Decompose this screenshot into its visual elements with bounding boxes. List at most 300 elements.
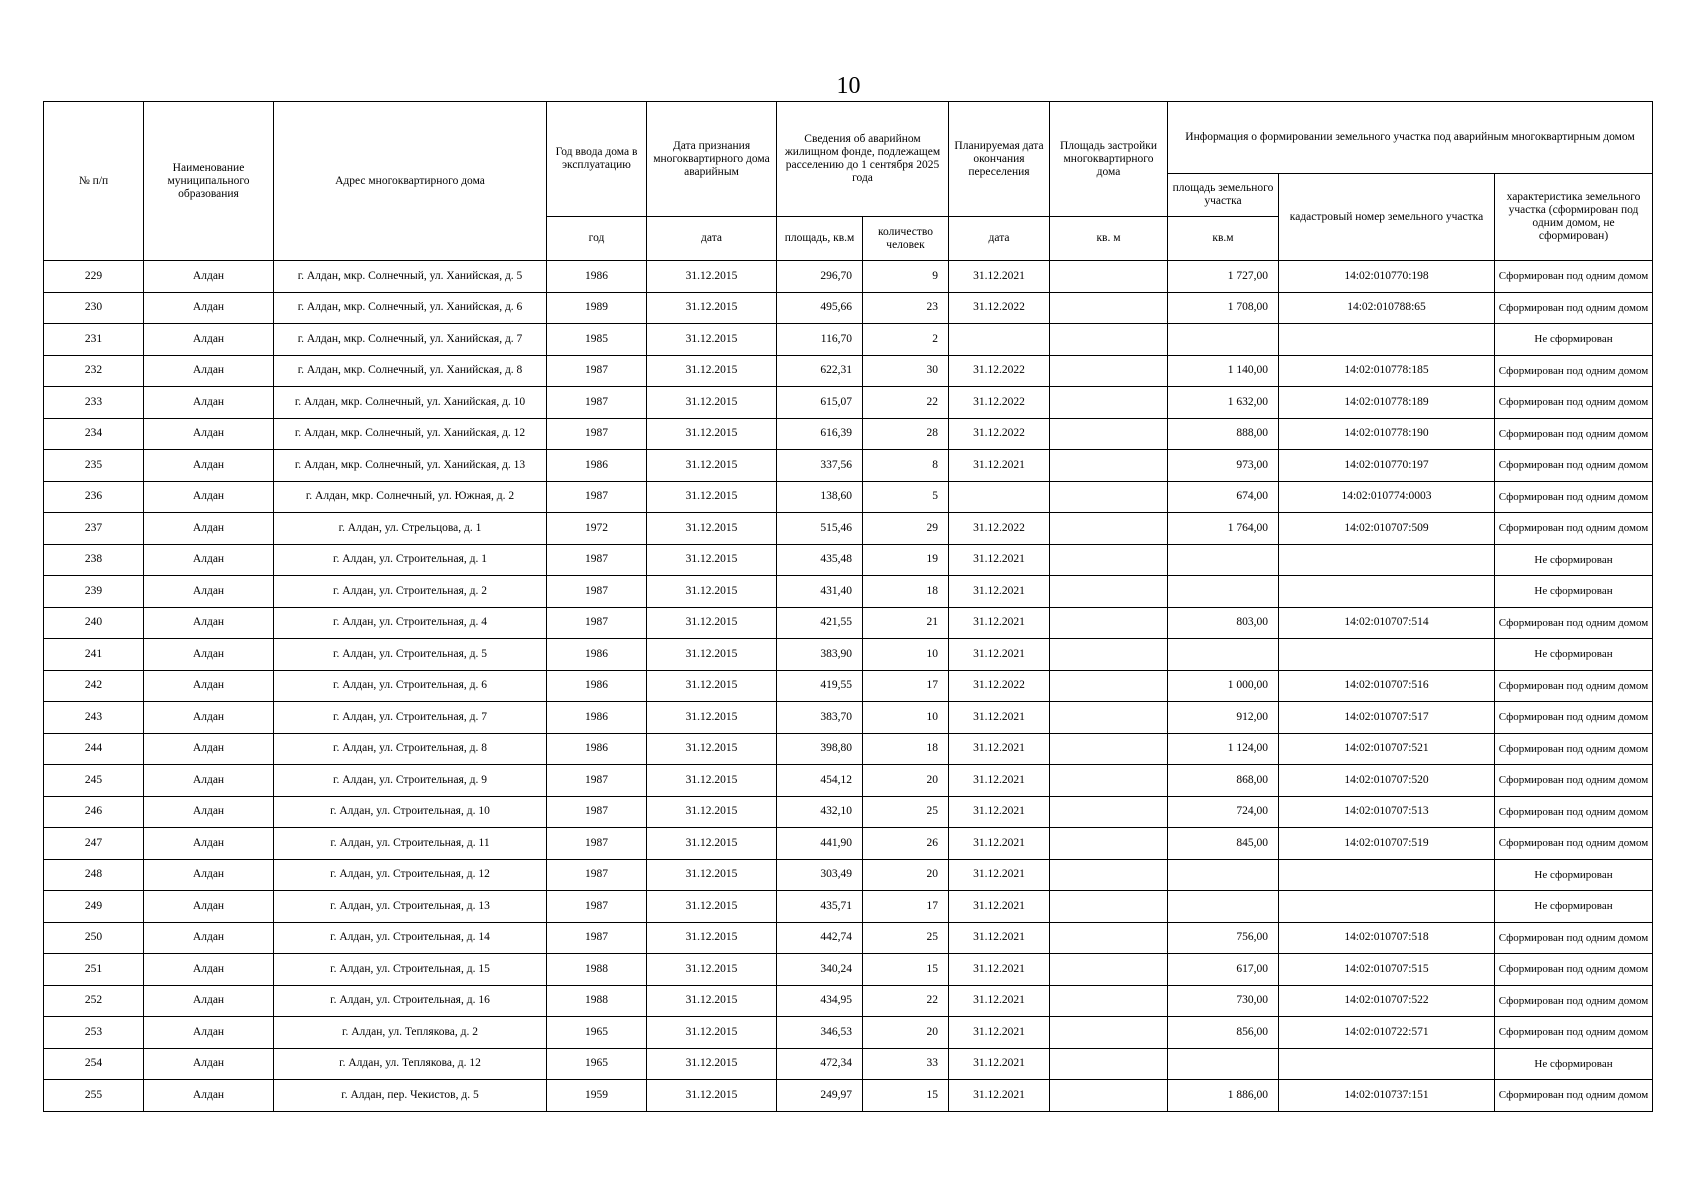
cell-address: г. Алдан, мкр. Солнечный, ул. Южная, д. 2 [274,481,547,513]
cell-cadastral: 14:02:010774:0003 [1279,481,1495,513]
cell-address: г. Алдан, мкр. Солнечный, ул. Ханийская, д. 5 [274,261,547,293]
cell-planned-end: 31.12.2021 [949,828,1050,860]
table-row [44,859,1653,891]
cell-people: 19 [863,544,949,576]
cell-num: 235 [44,450,144,482]
cell-cadastral: 14:02:010778:185 [1279,355,1495,387]
cell-people: 30 [863,355,949,387]
cell-date-recognized: 31.12.2015 [647,985,777,1017]
cell-people: 20 [863,1017,949,1049]
cell-year: 1987 [547,859,647,891]
cell-year: 1965 [547,1048,647,1080]
cell-address: г. Алдан, ул. Стрельцова, д. 1 [274,513,547,545]
cell-land-char: Не сформирован [1495,639,1653,671]
cell-date-recognized: 31.12.2015 [647,324,777,356]
cell-num: 236 [44,481,144,513]
cell-land-area: 1 632,00 [1168,387,1279,419]
cell-planned-end: 31.12.2022 [949,418,1050,450]
cell-area: 419,55 [777,670,863,702]
cell-municipality: Алдан [144,733,274,765]
cell-num: 230 [44,292,144,324]
cell-municipality: Алдан [144,828,274,860]
cell-area: 454,12 [777,765,863,797]
header-address: Адрес многоквартирного дома [274,102,547,261]
cell-land-area [1168,324,1279,356]
cell-year: 1988 [547,985,647,1017]
cell-building-area [1050,733,1168,765]
table-row [44,733,1653,765]
cell-planned-end: 31.12.2021 [949,733,1050,765]
cell-area: 431,40 [777,576,863,608]
cell-land-char: Сформирован под одним домом [1495,922,1653,954]
cell-municipality: Алдан [144,891,274,923]
cell-building-area [1050,261,1168,293]
cell-planned-end: 31.12.2021 [949,954,1050,986]
cell-address: г. Алдан, ул. Строительная, д. 7 [274,702,547,734]
cell-cadastral: 14:02:010707:514 [1279,607,1495,639]
cell-building-area [1050,1080,1168,1112]
cell-land-char: Сформирован под одним домом [1495,355,1653,387]
cell-date-recognized: 31.12.2015 [647,828,777,860]
cell-area: 515,46 [777,513,863,545]
cell-year: 1987 [547,544,647,576]
cell-num: 249 [44,891,144,923]
cell-land-char: Сформирован под одним домом [1495,733,1653,765]
cell-area: 116,70 [777,324,863,356]
cell-planned-end: 31.12.2021 [949,607,1050,639]
cell-cadastral: 14:02:010707:515 [1279,954,1495,986]
cell-date-recognized: 31.12.2015 [647,292,777,324]
cell-year: 1987 [547,576,647,608]
cell-cadastral: 14:02:010737:151 [1279,1080,1495,1112]
cell-land-area: 845,00 [1168,828,1279,860]
cell-building-area [1050,639,1168,671]
cell-planned-end: 31.12.2021 [949,261,1050,293]
cell-num: 237 [44,513,144,545]
cell-date-recognized: 31.12.2015 [647,355,777,387]
cell-people: 10 [863,702,949,734]
cell-address: г. Алдан, мкр. Солнечный, ул. Ханийская, д. 12 [274,418,547,450]
cell-area: 337,56 [777,450,863,482]
cell-num: 242 [44,670,144,702]
cell-year: 1987 [547,796,647,828]
cell-planned-end: 31.12.2021 [949,639,1050,671]
cell-municipality: Алдан [144,544,274,576]
cell-planned-end: 31.12.2021 [949,922,1050,954]
cell-municipality: Алдан [144,859,274,891]
cell-date-recognized: 31.12.2015 [647,387,777,419]
table-row [44,922,1653,954]
cell-address: г. Алдан, ул. Строительная, д. 12 [274,859,547,891]
cell-date-recognized: 31.12.2015 [647,261,777,293]
table-row [44,954,1653,986]
cell-date-recognized: 31.12.2015 [647,859,777,891]
table-row [44,1017,1653,1049]
header-housing-info: Сведения об аварийном жилищном фонде, подлежащем расселению до 1 сентября 2025 года [777,102,949,217]
cell-num: 246 [44,796,144,828]
cell-cadastral [1279,324,1495,356]
cell-address: г. Алдан, ул. Строительная, д. 8 [274,733,547,765]
cell-cadastral: 14:02:010778:190 [1279,418,1495,450]
cell-land-char: Сформирован под одним домом [1495,513,1653,545]
cell-address: г. Алдан, мкр. Солнечный, ул. Ханийская, д. 8 [274,355,547,387]
cell-address: г. Алдан, ул. Строительная, д. 10 [274,796,547,828]
cell-building-area [1050,702,1168,734]
cell-planned-end: 31.12.2021 [949,985,1050,1017]
cell-planned-end: 31.12.2022 [949,513,1050,545]
cell-people: 18 [863,733,949,765]
cell-land-char: Сформирован под одним домом [1495,418,1653,450]
cell-area: 383,70 [777,702,863,734]
header-unit-year: год [547,217,647,261]
cell-municipality: Алдан [144,985,274,1017]
header-land-area: площадь земельного участка [1168,174,1279,217]
cell-area: 615,07 [777,387,863,419]
cell-area: 346,53 [777,1017,863,1049]
cell-building-area [1050,1017,1168,1049]
header-year-commissioned: Год ввода дома в эксплуатацию [547,102,647,217]
cell-municipality: Алдан [144,702,274,734]
cell-num: 233 [44,387,144,419]
cell-area: 138,60 [777,481,863,513]
cell-num: 248 [44,859,144,891]
cell-municipality: Алдан [144,261,274,293]
cell-planned-end [949,481,1050,513]
cell-cadastral: 14:02:010722:571 [1279,1017,1495,1049]
cell-num: 244 [44,733,144,765]
cell-area: 495,66 [777,292,863,324]
table-row [44,418,1653,450]
cell-land-char: Не сформирован [1495,324,1653,356]
cell-people: 2 [863,324,949,356]
cell-date-recognized: 31.12.2015 [647,513,777,545]
cell-building-area [1050,765,1168,797]
cell-building-area [1050,670,1168,702]
cell-cadastral: 14:02:010707:509 [1279,513,1495,545]
cell-address: г. Алдан, ул. Строительная, д. 16 [274,985,547,1017]
cell-land-area: 1 124,00 [1168,733,1279,765]
cell-building-area [1050,292,1168,324]
cell-municipality: Алдан [144,481,274,513]
cell-land-area: 724,00 [1168,796,1279,828]
cell-municipality: Алдан [144,607,274,639]
cell-cadastral: 14:02:010707:518 [1279,922,1495,954]
cell-municipality: Алдан [144,387,274,419]
cell-area: 434,95 [777,985,863,1017]
cell-address: г. Алдан, мкр. Солнечный, ул. Ханийская, д. 6 [274,292,547,324]
cell-year: 1986 [547,733,647,765]
cell-year: 1987 [547,891,647,923]
cell-year: 1987 [547,481,647,513]
cell-planned-end: 31.12.2021 [949,544,1050,576]
header-planned-end: Планируемая дата окончания переселения [949,102,1050,217]
cell-building-area [1050,985,1168,1017]
cell-people: 17 [863,891,949,923]
cell-land-area: 868,00 [1168,765,1279,797]
cell-land-char: Сформирован под одним домом [1495,1080,1653,1112]
cell-building-area [1050,796,1168,828]
cell-land-char: Сформирован под одним домом [1495,292,1653,324]
cell-area: 442,74 [777,922,863,954]
table-row [44,985,1653,1017]
cell-num: 232 [44,355,144,387]
cell-area: 432,10 [777,796,863,828]
cell-land-char: Сформирован под одним домом [1495,450,1653,482]
header-unit-area: площадь, кв.м [777,217,863,261]
cell-people: 26 [863,828,949,860]
cell-cadastral: 14:02:010707:522 [1279,985,1495,1017]
cell-num: 231 [44,324,144,356]
cell-people: 33 [863,1048,949,1080]
cell-planned-end [949,324,1050,356]
cell-address: г. Алдан, ул. Теплякова, д. 12 [274,1048,547,1080]
cell-municipality: Алдан [144,292,274,324]
header-unit-sqm: кв. м [1050,217,1168,261]
cell-planned-end: 31.12.2022 [949,355,1050,387]
cell-planned-end: 31.12.2021 [949,576,1050,608]
cell-building-area [1050,481,1168,513]
header-land-char: характеристика земельного участка (сформирован под одним домом, не сформирован) [1495,174,1653,261]
cell-people: 25 [863,922,949,954]
cell-land-char: Не сформирован [1495,891,1653,923]
cell-cadastral: 14:02:010788:65 [1279,292,1495,324]
housing-register-table [43,101,1653,1112]
cell-land-char: Сформирован под одним домом [1495,828,1653,860]
cell-year: 1965 [547,1017,647,1049]
cell-date-recognized: 31.12.2015 [647,576,777,608]
cell-people: 8 [863,450,949,482]
cell-area: 303,49 [777,859,863,891]
cell-planned-end: 31.12.2022 [949,387,1050,419]
cell-building-area [1050,891,1168,923]
cell-year: 1987 [547,607,647,639]
cell-planned-end: 31.12.2021 [949,859,1050,891]
header-num: № п/п [44,102,144,261]
header-land-info: Информация о формировании земельного участка под аварийным многоквартирным домом [1168,102,1653,174]
cell-building-area [1050,355,1168,387]
header-cadastral: кадастровый номер земельного участка [1279,174,1495,261]
cell-land-char: Сформирован под одним домом [1495,796,1653,828]
cell-num: 245 [44,765,144,797]
cell-area: 435,48 [777,544,863,576]
cell-cadastral [1279,1048,1495,1080]
cell-municipality: Алдан [144,639,274,671]
cell-building-area [1050,576,1168,608]
cell-cadastral: 14:02:010707:519 [1279,828,1495,860]
cell-land-char: Не сформирован [1495,544,1653,576]
cell-people: 17 [863,670,949,702]
cell-people: 23 [863,292,949,324]
cell-year: 1988 [547,954,647,986]
cell-land-area: 803,00 [1168,607,1279,639]
cell-municipality: Алдан [144,418,274,450]
cell-land-area: 1 140,00 [1168,355,1279,387]
cell-year: 1986 [547,702,647,734]
cell-land-area: 912,00 [1168,702,1279,734]
cell-municipality: Алдан [144,796,274,828]
cell-address: г. Алдан, ул. Строительная, д. 9 [274,765,547,797]
cell-people: 29 [863,513,949,545]
table-row [44,355,1653,387]
table-row [44,1080,1653,1112]
cell-num: 241 [44,639,144,671]
cell-people: 9 [863,261,949,293]
cell-area: 398,80 [777,733,863,765]
table-row [44,292,1653,324]
header-building-area: Площадь застройки многоквартирного дома [1050,102,1168,217]
cell-address: г. Алдан, ул. Теплякова, д. 2 [274,1017,547,1049]
cell-municipality: Алдан [144,765,274,797]
cell-year: 1986 [547,261,647,293]
table-row [44,891,1653,923]
cell-building-area [1050,418,1168,450]
cell-address: г. Алдан, ул. Строительная, д. 5 [274,639,547,671]
cell-date-recognized: 31.12.2015 [647,481,777,513]
cell-date-recognized: 31.12.2015 [647,922,777,954]
cell-year: 1987 [547,765,647,797]
cell-land-area [1168,859,1279,891]
cell-num: 255 [44,1080,144,1112]
cell-cadastral [1279,544,1495,576]
cell-planned-end: 31.12.2022 [949,292,1050,324]
cell-area: 340,24 [777,954,863,986]
cell-date-recognized: 31.12.2015 [647,733,777,765]
cell-year: 1987 [547,387,647,419]
cell-land-area [1168,639,1279,671]
cell-date-recognized: 31.12.2015 [647,954,777,986]
cell-num: 251 [44,954,144,986]
cell-people: 20 [863,765,949,797]
header-date-recognized: Дата признания многоквартирного дома аварийным [647,102,777,217]
cell-year: 1987 [547,828,647,860]
cell-municipality: Алдан [144,513,274,545]
cell-land-char: Сформирован под одним домом [1495,702,1653,734]
cell-municipality: Алдан [144,355,274,387]
cell-people: 18 [863,576,949,608]
cell-planned-end: 31.12.2021 [949,891,1050,923]
cell-planned-end: 31.12.2021 [949,450,1050,482]
cell-date-recognized: 31.12.2015 [647,607,777,639]
table-row [44,828,1653,860]
cell-year: 1972 [547,513,647,545]
cell-date-recognized: 31.12.2015 [647,544,777,576]
cell-date-recognized: 31.12.2015 [647,418,777,450]
cell-address: г. Алдан, ул. Строительная, д. 11 [274,828,547,860]
cell-num: 240 [44,607,144,639]
cell-planned-end: 31.12.2021 [949,1048,1050,1080]
cell-people: 22 [863,387,949,419]
table-body [44,261,1653,1112]
cell-address: г. Алдан, пер. Чекистов, д. 5 [274,1080,547,1112]
cell-municipality: Алдан [144,1017,274,1049]
cell-land-char: Не сформирован [1495,1048,1653,1080]
cell-date-recognized: 31.12.2015 [647,1048,777,1080]
cell-land-char: Сформирован под одним домом [1495,765,1653,797]
cell-year: 1986 [547,670,647,702]
cell-date-recognized: 31.12.2015 [647,765,777,797]
cell-building-area [1050,544,1168,576]
table-row [44,387,1653,419]
cell-land-char: Не сформирован [1495,859,1653,891]
cell-municipality: Алдан [144,576,274,608]
table-row [44,607,1653,639]
cell-date-recognized: 31.12.2015 [647,891,777,923]
cell-area: 441,90 [777,828,863,860]
cell-date-recognized: 31.12.2015 [647,450,777,482]
cell-planned-end: 31.12.2022 [949,670,1050,702]
cell-cadastral: 14:02:010707:521 [1279,733,1495,765]
table-row [44,796,1653,828]
cell-year: 1987 [547,355,647,387]
cell-people: 10 [863,639,949,671]
cell-year: 1986 [547,450,647,482]
cell-land-char: Сформирован под одним домом [1495,670,1653,702]
cell-building-area [1050,859,1168,891]
cell-num: 239 [44,576,144,608]
header-unit-date: дата [647,217,777,261]
cell-building-area [1050,450,1168,482]
cell-planned-end: 31.12.2021 [949,1080,1050,1112]
cell-area: 435,71 [777,891,863,923]
cell-date-recognized: 31.12.2015 [647,1017,777,1049]
cell-num: 243 [44,702,144,734]
cell-land-area: 1 764,00 [1168,513,1279,545]
table-header [44,102,1653,261]
table-row [44,639,1653,671]
cell-area: 616,39 [777,418,863,450]
cell-people: 22 [863,985,949,1017]
cell-land-char: Сформирован под одним домом [1495,607,1653,639]
cell-land-char: Сформирован под одним домом [1495,954,1653,986]
cell-num: 229 [44,261,144,293]
cell-area: 472,34 [777,1048,863,1080]
cell-date-recognized: 31.12.2015 [647,796,777,828]
cell-cadastral: 14:02:010707:520 [1279,765,1495,797]
header-municipality: Наименование муниципального образования [144,102,274,261]
cell-planned-end: 31.12.2021 [949,765,1050,797]
cell-municipality: Алдан [144,1080,274,1112]
cell-building-area [1050,387,1168,419]
table-row [44,481,1653,513]
cell-municipality: Алдан [144,450,274,482]
header-unit-sqm2: кв.м [1168,217,1279,261]
cell-address: г. Алдан, мкр. Солнечный, ул. Ханийская, д. 13 [274,450,547,482]
cell-land-char: Сформирован под одним домом [1495,481,1653,513]
cell-land-area [1168,576,1279,608]
cell-building-area [1050,513,1168,545]
cell-num: 254 [44,1048,144,1080]
cell-people: 15 [863,954,949,986]
cell-year: 1987 [547,922,647,954]
cell-year: 1987 [547,418,647,450]
table-row [44,450,1653,482]
cell-address: г. Алдан, мкр. Солнечный, ул. Ханийская, д. 7 [274,324,547,356]
cell-year: 1985 [547,324,647,356]
cell-land-area: 674,00 [1168,481,1279,513]
cell-cadastral: 14:02:010707:513 [1279,796,1495,828]
cell-people: 20 [863,859,949,891]
cell-cadastral: 14:02:010707:517 [1279,702,1495,734]
cell-land-char: Сформирован под одним домом [1495,1017,1653,1049]
cell-land-area: 888,00 [1168,418,1279,450]
table-row [44,544,1653,576]
cell-area: 296,70 [777,261,863,293]
cell-people: 15 [863,1080,949,1112]
cell-land-area: 1 886,00 [1168,1080,1279,1112]
cell-address: г. Алдан, ул. Строительная, д. 1 [274,544,547,576]
cell-municipality: Алдан [144,954,274,986]
cell-address: г. Алдан, ул. Строительная, д. 2 [274,576,547,608]
